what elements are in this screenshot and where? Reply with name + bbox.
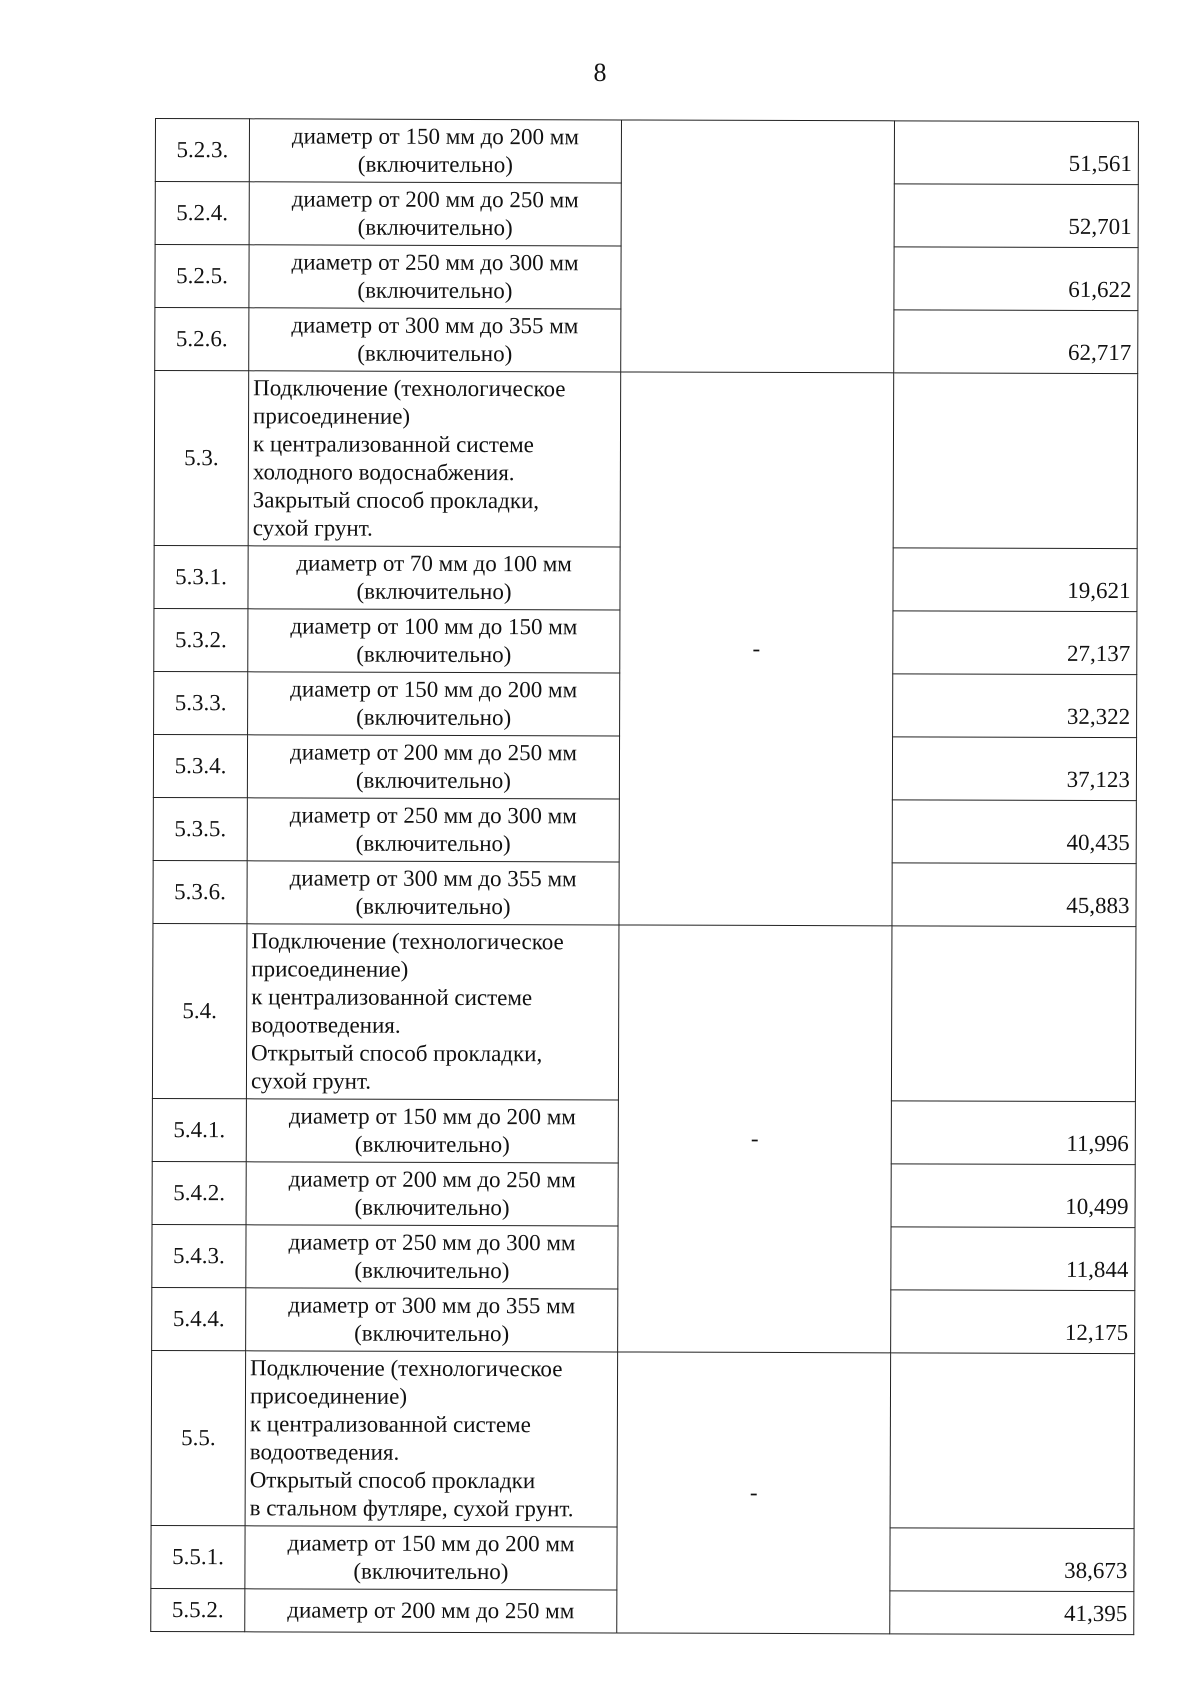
item-number: 5.4.4. (152, 1287, 246, 1350)
unit-cell (621, 120, 895, 373)
rate-value: 32,322 (893, 674, 1137, 738)
item-description: диаметр от 150 мм до 200 мм (включительно) (245, 1526, 617, 1590)
rate-value-empty (890, 1353, 1135, 1529)
item-description: диаметр от 200 мм до 250 мм (245, 1589, 617, 1633)
rate-value: 40,435 (892, 800, 1136, 864)
item-description: диаметр от 250 мм до 300 мм (включительно) (246, 1225, 618, 1289)
rate-value: 10,499 (891, 1164, 1135, 1228)
rate-value: 38,673 (890, 1528, 1134, 1592)
rate-value: 51,561 (894, 121, 1138, 185)
section-row (154, 371, 1138, 549)
rate-value-empty (891, 926, 1136, 1102)
item-description: диаметр от 250 мм до 300 мм (включительно) (249, 245, 621, 309)
item-description: диаметр от 250 мм до 300 мм (включительно) (247, 798, 619, 862)
item-description: диаметр от 200 мм до 250 мм (включительно) (246, 1162, 618, 1226)
page-number: 8 (593, 58, 607, 87)
unit-dash: - (617, 1352, 891, 1634)
item-description: диаметр от 300 мм до 355 мм (включительно) (246, 1288, 618, 1352)
item-number: 5.4.2. (152, 1161, 246, 1224)
section-number: 5.5. (151, 1350, 246, 1525)
rate-value: 12,175 (891, 1290, 1135, 1354)
rate-value: 11,844 (891, 1227, 1135, 1291)
item-description: диаметр от 200 мм до 250 мм (включительно) (247, 735, 619, 799)
item-number: 5.3.4. (153, 734, 247, 797)
item-number: 5.2.4. (155, 182, 249, 245)
item-number: 5.2.5. (155, 245, 249, 308)
item-description: диаметр от 300 мм до 355 мм (включительно) (249, 308, 621, 372)
rate-value: 19,621 (893, 548, 1137, 612)
section-number: 5.3. (154, 371, 249, 546)
item-number: 5.3.2. (154, 608, 248, 671)
item-description: диаметр от 70 мм до 100 мм (включительно) (248, 546, 620, 610)
rate-value-empty (893, 373, 1138, 549)
item-description: диаметр от 300 мм до 355 мм (включительно) (247, 861, 619, 925)
rate-value: 41,395 (890, 1591, 1134, 1635)
section-description: Подключение (технологическое присоединение) к централизованной системе холодного водоснабжения. Закрытый способ прокладки, сухой грунт. (248, 371, 621, 547)
item-number: 5.3.6. (153, 860, 247, 923)
item-description: диаметр от 100 мм до 150 мм (включительно) (248, 609, 620, 673)
section-row (151, 1350, 1135, 1528)
unit-dash: - (619, 372, 894, 926)
unit-dash: - (618, 925, 892, 1353)
rate-value: 61,622 (894, 247, 1138, 311)
item-description: диаметр от 200 мм до 250 мм (включительно) (249, 182, 621, 246)
item-description: диаметр от 150 мм до 200 мм (включительно) (249, 119, 621, 183)
item-number: 5.3.1. (154, 545, 248, 608)
rate-value: 45,883 (892, 863, 1136, 927)
section-row (152, 923, 1136, 1101)
item-number: 5.3.3. (154, 671, 248, 734)
rate-value: 37,123 (892, 737, 1136, 801)
item-number: 5.5.1. (151, 1525, 245, 1588)
item-description: диаметр от 150 мм до 200 мм (включительно) (248, 672, 620, 736)
tariff-table (150, 118, 1139, 1635)
rate-value: 11,996 (891, 1101, 1135, 1165)
item-number: 5.2.3. (155, 119, 249, 182)
item-number: 5.4.1. (152, 1098, 246, 1161)
rate-value: 62,717 (894, 310, 1138, 374)
item-number: 5.4.3. (152, 1224, 246, 1287)
item-number: 5.5.2. (151, 1588, 245, 1631)
table-row (155, 119, 1138, 185)
item-number: 5.3.5. (153, 797, 247, 860)
rate-value: 27,137 (893, 611, 1137, 675)
section-number: 5.4. (152, 923, 247, 1098)
section-description: Подключение (технологическое присоединение) к централизованной системе водоотведения. Открытый способ прокладки, сухой грунт. (246, 924, 619, 1100)
item-number: 5.2.6. (155, 308, 249, 371)
rate-value: 52,701 (894, 184, 1138, 248)
item-description: диаметр от 150 мм до 200 мм (включительно) (246, 1099, 618, 1163)
section-description: Подключение (технологическое присоединение) к централизованной системе водоотведения. Открытый способ прокладки в стальном футляре, сухой грунт. (245, 1351, 618, 1527)
